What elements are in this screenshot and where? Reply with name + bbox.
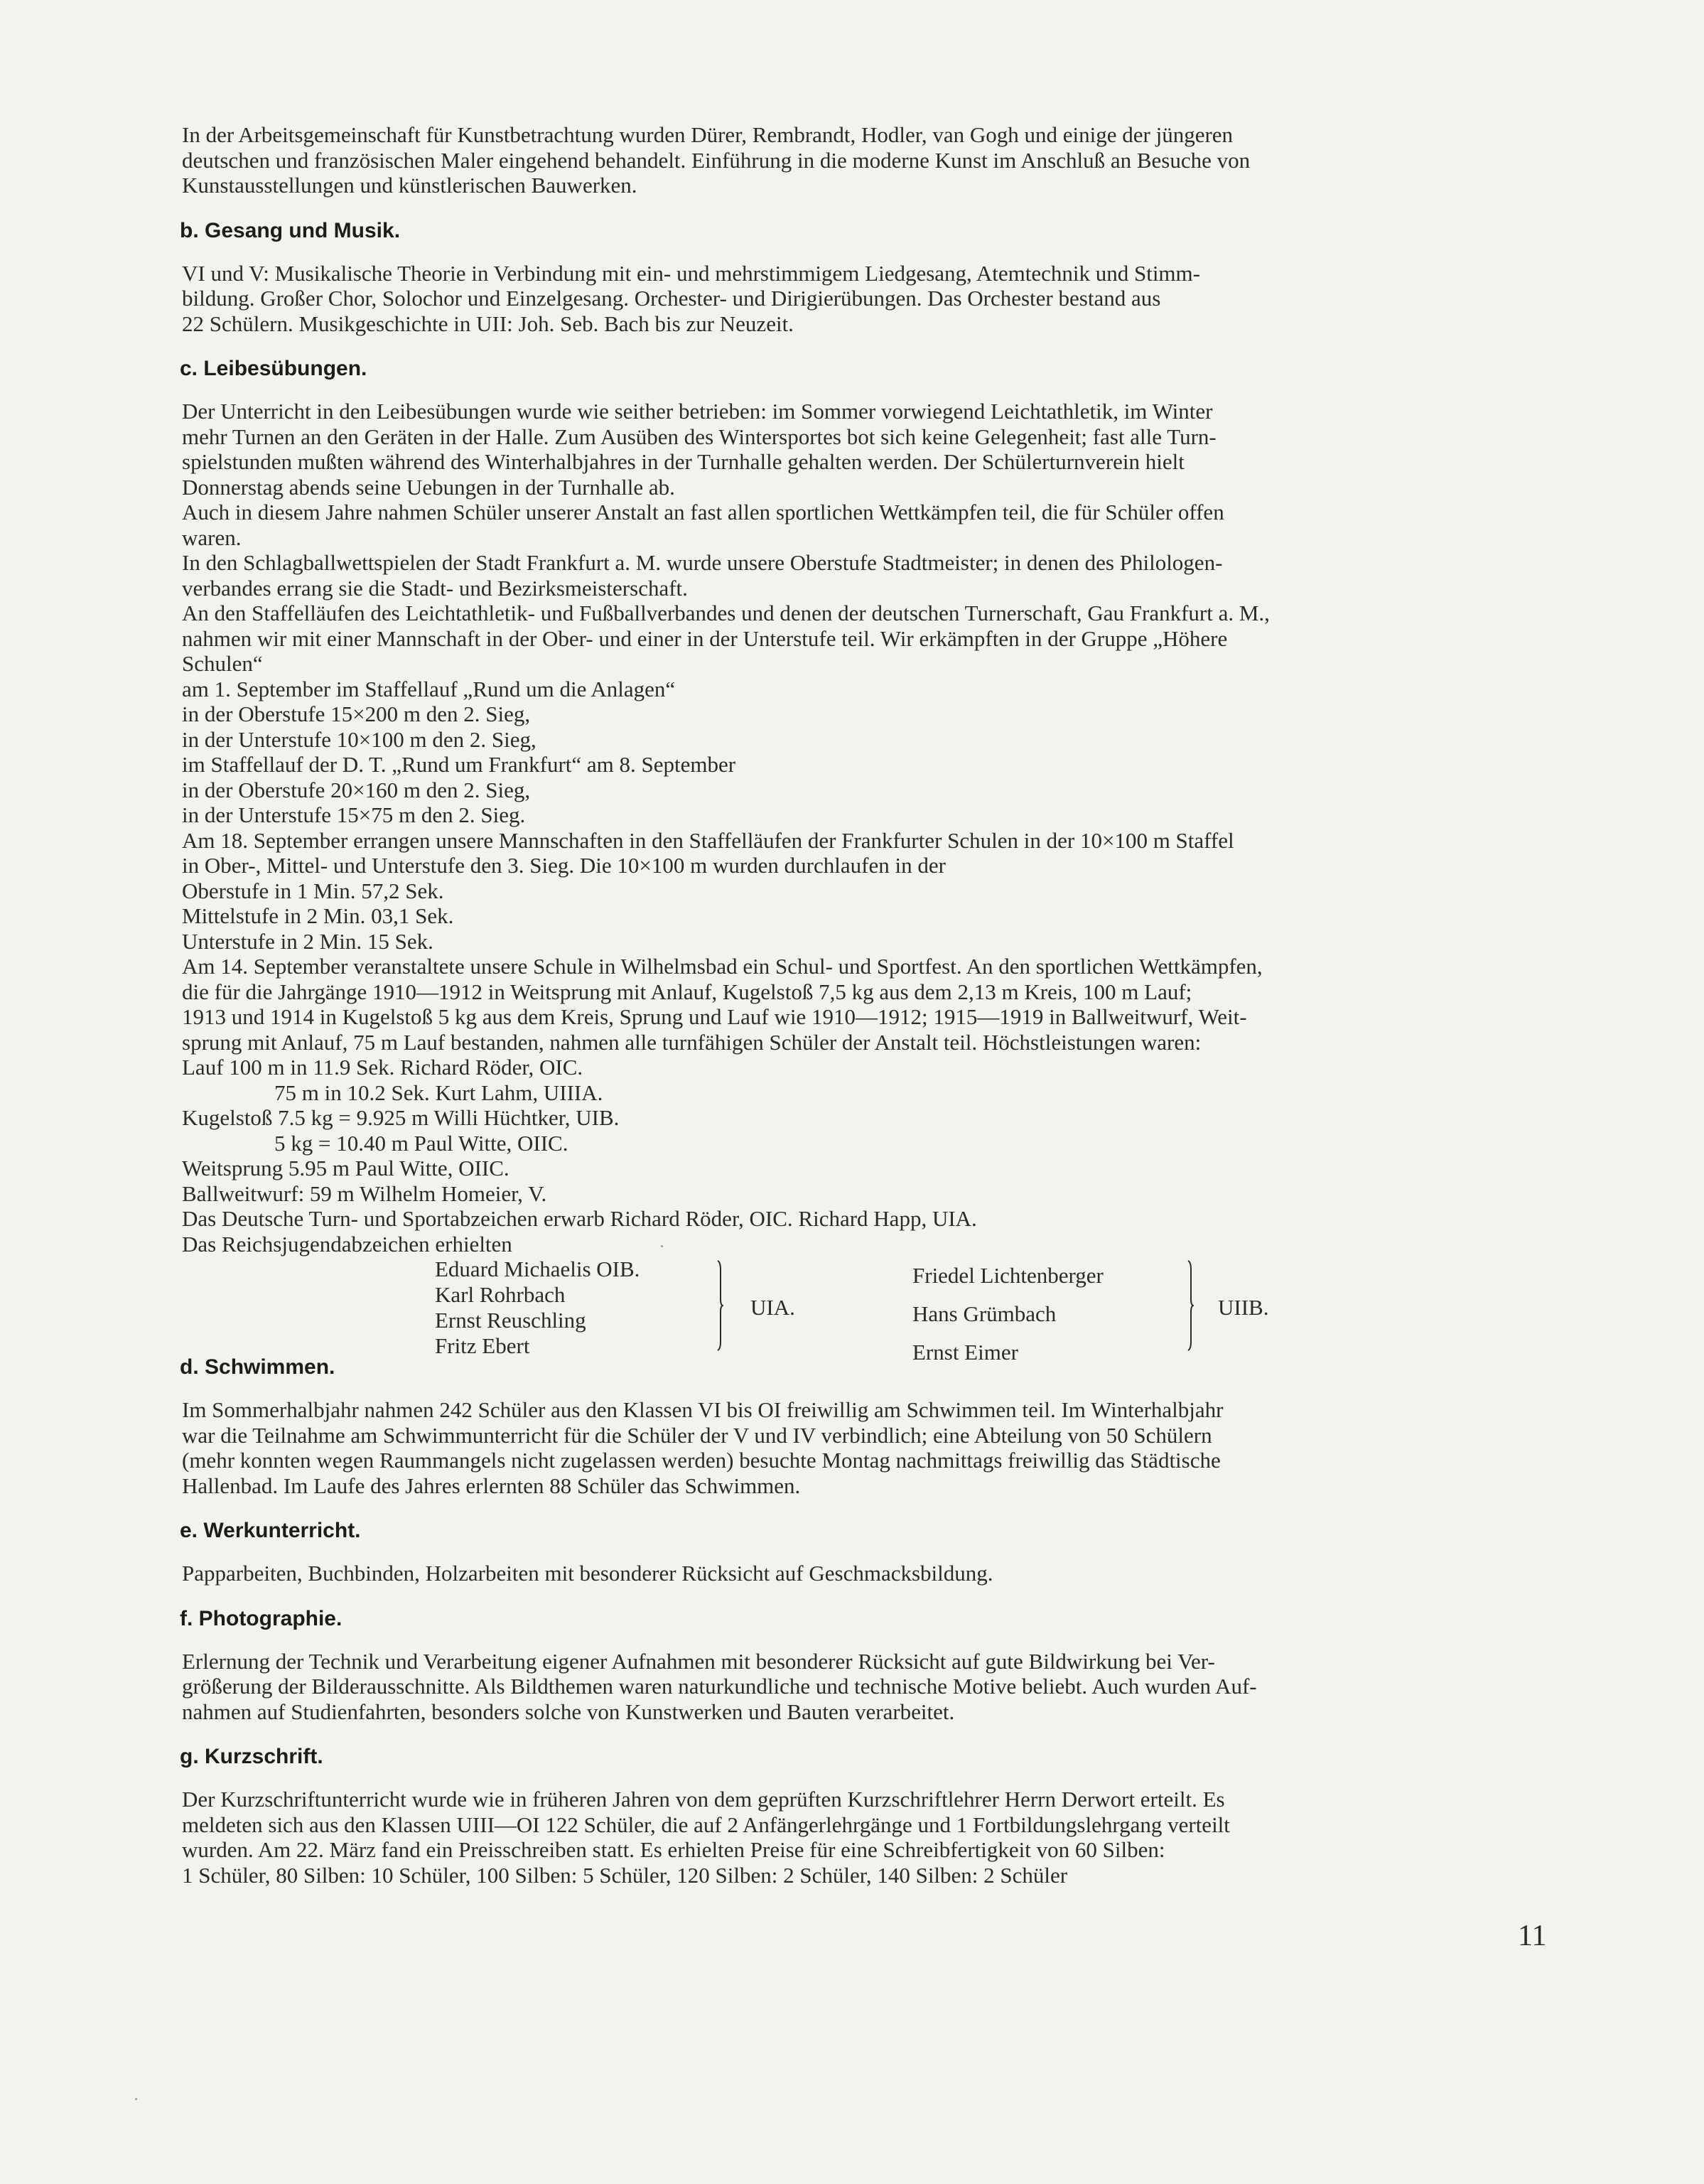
- text-line: Kugelstoß 7.5 kg = 9.925 m Willi Hüchtker, UIB.: [182, 1105, 620, 1130]
- text-line: größerung der Bilderausschnitte. Als Bildthemen waren naturkundliche und technische Motive beliebt. Auch wurden Auf-: [182, 1674, 1257, 1699]
- text-line: in der Oberstufe 20×160 m den 2. Sieg,: [182, 777, 531, 802]
- page-number: 11: [1518, 1920, 1547, 1952]
- text-line: in der Unterstufe 15×75 m den 2. Sieg.: [182, 802, 526, 827]
- photographie-paragraph: [182, 1649, 1545, 1725]
- text-line: 22 Schülern. Musikgeschichte in UII: Joh. Seb. Bach bis zur Neuzeit.: [182, 311, 794, 336]
- text-line: Das Reichsjugendabzeichen erhielten: [182, 1231, 512, 1257]
- text-line: 1 Schüler, 80 Silben: 10 Schüler, 100 Silben: 5 Schüler, 120 Silben: 2 Schüler, 140 Silben: 2 Schüler: [182, 1862, 1068, 1888]
- text-line: Papparbeiten, Buchbinden, Holzarbeiten mit besonderer Rücksicht auf Geschmacksbildung.: [182, 1561, 993, 1586]
- award-group-uiib-class: UIIB.: [1218, 1295, 1269, 1320]
- text-line: nahmen wir mit einer Mannschaft in der Ober- und einer in der Unterstufe teil. Wir erkämpften in der Gruppe „Höhere: [182, 625, 1228, 651]
- text-line: wurden. Am 22. März fand ein Preisschreiben statt. Es erhielten Preise für eine Schreibfertigkeit von 60 Silben:: [182, 1837, 1165, 1862]
- text-line: Hallenbad. Im Laufe des Jahres erlernten 88 Schüler das Schwimmen.: [182, 1473, 801, 1498]
- section-heading-schwimmen: d. Schwimmen.: [180, 1355, 335, 1379]
- right-brace-icon: [716, 1259, 723, 1352]
- text-line: mehr Turnen an den Geräten in der Halle. Zum Ausüben des Wintersportes bot sich keine Gelegenheit; fast alle Turn-: [182, 424, 1217, 449]
- text-line: VI und V: Musikalische Theorie in Verbindung mit ein- und mehrstimmigem Liedgesang, Atemtechnik und Stimm-: [182, 260, 1200, 286]
- text-line: meldeten sich aus den Klassen UIII—OI 122 Schüler, die auf 2 Anfängerlehrgänge und 1 Fortbildungslehrgang verteilt: [182, 1812, 1230, 1837]
- text-line: sprung mit Anlauf, 75 m Lauf bestanden, nahmen alle turnfähigen Schüler der Anstalt teil. Höchstleistungen waren:: [182, 1029, 1202, 1055]
- intro-paragraph: [182, 122, 1545, 198]
- text-line: Lauf 100 m in 11.9 Sek. Richard Röder, OIC.: [182, 1055, 583, 1080]
- award-group-uiib-names: [912, 1257, 1104, 1372]
- award-name: Karl Rohrbach: [435, 1282, 566, 1307]
- text-line: 1913 und 1914 in Kugelstoß 5 kg aus dem Kreis, Sprung und Lauf wie 1910—1912; 1915—1919 in Ballweitwurf, Weit-: [182, 1004, 1247, 1029]
- text-line: Im Sommerhalbjahr nahmen 242 Schüler aus den Klassen VI bis OI freiwillig am Schwimmen teil. Im Winterhalbjahr: [182, 1397, 1224, 1422]
- award-name: Ernst Reuschling: [435, 1308, 586, 1333]
- award-name: Hans Grümbach: [912, 1301, 1057, 1326]
- text-line: (mehr konnten wegen Raummangels nicht zugelassen werden) besuchte Montag nachmittags freiwillig das Städtische: [182, 1448, 1221, 1473]
- page-content: [182, 122, 1545, 1888]
- text-line: deutschen und französischen Maler eingehend behandelt. Einführung in die moderne Kunst im Anschluß an Besuche von: [182, 147, 1251, 173]
- text-line: An den Staffelläufen des Leichtathletik- und Fußballverbandes und denen der deutschen Turnerschaft, Gau Frankfurt a. M.,: [182, 601, 1270, 625]
- section-heading-kurzschrift: g. Kurzschrift.: [180, 1745, 323, 1768]
- text-line: im Staffellauf der D. T. „Rund um Frankfurt“ am 8. September: [182, 752, 736, 777]
- text-line: Mittelstufe in 2 Min. 03,1 Sek.: [182, 903, 454, 928]
- text-line: Kunstausstellungen und künstlerischen Bauwerken.: [182, 173, 637, 198]
- award-name: Fritz Ebert: [435, 1333, 530, 1358]
- text-line: In der Arbeitsgemeinschaft für Kunstbetrachtung wurden Dürer, Rembrandt, Hodler, van Gogh und einige der jüngeren: [182, 122, 1234, 147]
- gesang-paragraph: [182, 261, 1545, 337]
- paper-speck: [661, 1245, 663, 1247]
- section-heading-werkunterricht: e. Werkunterricht.: [180, 1519, 361, 1542]
- text-line: Das Deutsche Turn- und Sportabzeichen erwarb Richard Röder, OIC. Richard Happ, UIA.: [182, 1206, 977, 1231]
- text-line: 75 m in 10.2 Sek. Kurt Lahm, UIIIA.: [274, 1080, 603, 1105]
- text-line: Schulen“: [182, 651, 263, 676]
- text-line: war die Teilnahme am Schwimmunterricht für die Schüler der V und IV verbindlich; eine Abteilung von 50 Schülern: [182, 1422, 1212, 1448]
- award-name: Friedel Lichtenberger: [912, 1263, 1104, 1288]
- schwimmen-paragraph: [182, 1397, 1545, 1498]
- text-line: 5 kg = 10.40 m Paul Witte, OIIC.: [274, 1130, 568, 1156]
- text-line: die für die Jahrgänge 1910—1912 in Weitsprung mit Anlauf, Kugelstoß 7,5 kg aus dem 2,13 m Kreis, 100 m Lauf;: [182, 979, 1192, 1004]
- award-group-uia-names: [435, 1257, 640, 1359]
- text-line: nahmen auf Studienfahrten, besonders solche von Kunstwerken und Bauten verarbeitet.: [182, 1699, 955, 1724]
- section-heading-leibesuebungen: c. Leibesübungen.: [180, 357, 367, 380]
- text-line: am 1. September im Staffellauf „Rund um die Anlagen“: [182, 676, 676, 701]
- text-line: in der Unterstufe 10×100 m den 2. Sieg,: [182, 726, 536, 752]
- text-line: Der Kurzschriftunterricht wurde wie in früheren Jahren von dem geprüften Kurzschriftlehrer Herrn Derwort erteilt. Es: [182, 1787, 1225, 1812]
- text-line: Unterstufe in 2 Min. 15 Sek.: [182, 928, 433, 954]
- section-heading-gesang: b. Gesang und Musik.: [180, 218, 401, 242]
- text-line: Am 14. September veranstaltete unsere Schule in Wilhelmsbad ein Schul- und Sportfest. An den sportlichen Wettkämpfen,: [182, 954, 1263, 979]
- text-line: spielstunden mußten während des Winterhalbjahres in der Turnhalle gehalten werden. Der Schülerturnverein hielt: [182, 449, 1185, 474]
- text-line: waren.: [182, 525, 242, 550]
- text-line: Erlernung der Technik und Verarbeitung eigener Aufnahmen mit besonderer Rücksicht auf gute Bildwirkung bei Ver-: [182, 1648, 1215, 1674]
- text-line: Am 18. September errangen unsere Mannschaften in den Staffelläufen der Frankfurter Schulen in der 10×100 m Staffel: [182, 827, 1234, 853]
- werkunterricht-paragraph: [182, 1561, 1545, 1586]
- text-line: bildung. Großer Chor, Solochor und Einzelgesang. Orchester- und Dirigierübungen. Das Orchester bestand aus: [182, 286, 1161, 311]
- award-name: Ernst Eimer: [912, 1340, 1018, 1365]
- text-line: in der Oberstufe 15×200 m den 2. Sieg,: [182, 701, 531, 726]
- reichsjugendabzeichen-list: [182, 1257, 1545, 1365]
- right-brace-icon: [1187, 1259, 1194, 1352]
- award-name: Eduard Michaelis OIB.: [435, 1257, 640, 1281]
- text-line: Auch in diesem Jahre nahmen Schüler unserer Anstalt an fast allen sportlichen Wettkämpfen teil, die für Schüler offen: [182, 500, 1224, 525]
- text-line: verbandes errang sie die Stadt- und Bezirksmeisterschaft.: [182, 575, 688, 601]
- paper-speck: [135, 2098, 137, 2100]
- text-line: Der Unterricht in den Leibesübungen wurde wie seither betrieben: im Sommer vorwiegend Leichtathletik, im Winter: [182, 399, 1213, 424]
- text-line: Weitsprung 5.95 m Paul Witte, OIIC.: [182, 1156, 509, 1180]
- kurzschrift-paragraph: [182, 1787, 1545, 1888]
- text-line: Donnerstag abends seine Uebungen in der Turnhalle ab.: [182, 474, 675, 500]
- text-line: in Ober-, Mittel- und Unterstufe den 3. Sieg. Die 10×100 m wurden durchlaufen in der: [182, 853, 946, 878]
- text-line: Oberstufe in 1 Min. 57,2 Sek.: [182, 878, 444, 903]
- leibesuebungen-paragraph: [182, 399, 1545, 1257]
- text-line: Ballweitwurf: 59 m Wilhelm Homeier, V.: [182, 1180, 547, 1206]
- section-heading-photographie: f. Photographie.: [180, 1606, 343, 1630]
- award-group-uia-class: UIA.: [750, 1295, 795, 1320]
- text-line: In den Schlagballwettspielen der Stadt Frankfurt a. M. wurde unsere Oberstufe Stadtmeister; in denen des Philologen-: [182, 550, 1223, 575]
